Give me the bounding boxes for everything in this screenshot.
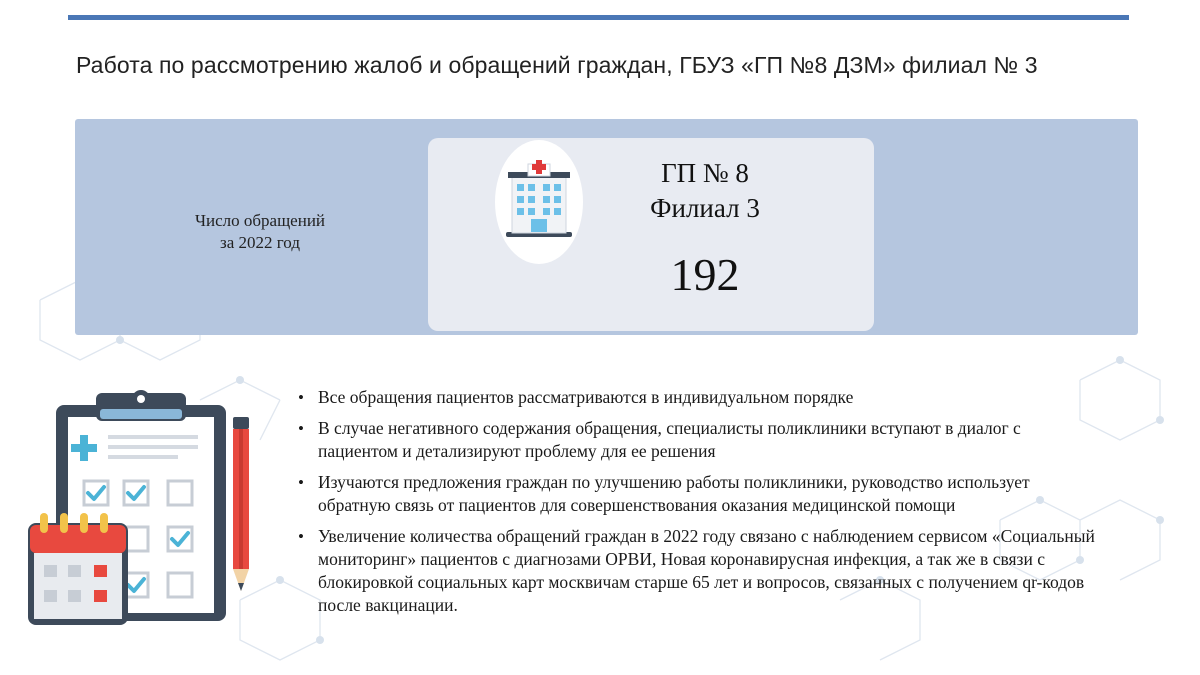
calendar-icon	[28, 513, 128, 625]
top-accent-rule	[68, 15, 1129, 20]
slide-title: Работа по рассмотрению жалоб и обращений граждан, ГБУЗ «ГП №8 ДЗМ» филиал № 3	[76, 52, 1038, 78]
appeals-count-value: 192	[670, 249, 740, 300]
card-name-line1: ГП № 8	[661, 158, 749, 188]
hospital-building-icon	[504, 158, 574, 240]
hospital-icon-badge	[495, 140, 583, 264]
stat-label	[140, 210, 380, 254]
list-item: • В случае негативного содержания обращения, специалисты поликлиники вступают в диалог с пациентом и детализируют проблему для ее решения	[296, 417, 1096, 463]
list-item: • Все обращения пациентов рассматриваются в индивидуальном порядке	[296, 386, 1096, 409]
info-bullet-list	[296, 386, 1096, 625]
clipboard-checklist-icon	[28, 385, 263, 635]
list-item: • Увеличение количества обращений граждан в 2022 году связано с наблюдением сервисом «Социальный мониторинг» пациентов с диагнозами ОРВИ, Новая коронавирусная инфекция, а так же в связи с блокировкой социальных карт москвичам старше 65 лет и вопросов, связанных с получением qr-кодов после вакцинации.	[296, 525, 1096, 617]
list-item: • Изучаются предложения граждан по улучшению работы поликлиники, руководство использует обратную связь от пациентов для совершенствования оказания медицинской помощи	[296, 471, 1096, 517]
stat-label-line2: за 2022 год	[220, 233, 300, 252]
pencil-icon	[233, 417, 249, 591]
stat-label-line1: Число обращений	[194, 211, 326, 230]
card-name-line2: Филиал 3	[650, 193, 760, 223]
